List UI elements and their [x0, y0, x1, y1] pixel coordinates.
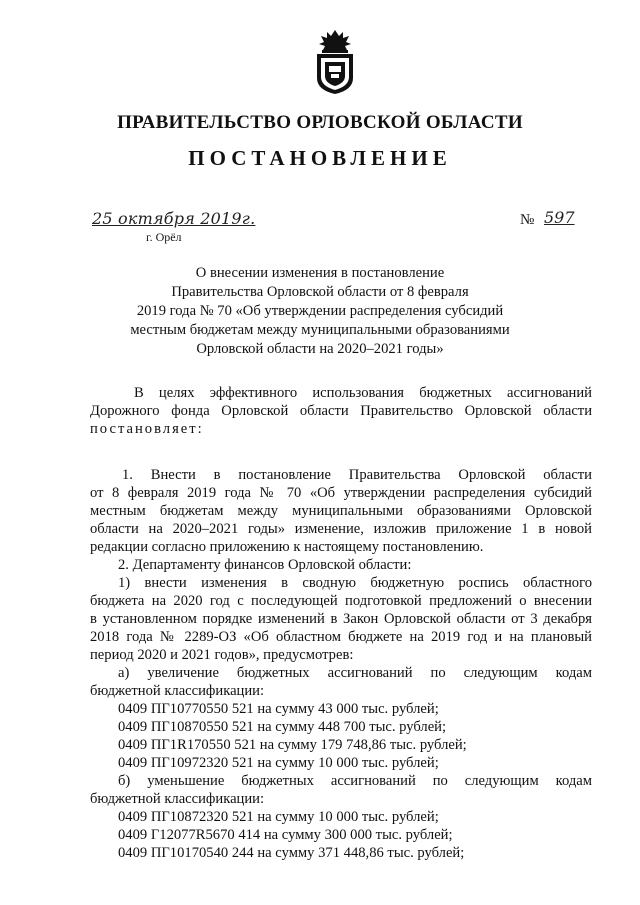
city-label: г. Орёл: [146, 230, 182, 244]
body-line: а) увеличение бюджетных ассигнований по следующим кодам: [118, 665, 592, 681]
body-line: 2. Департаменту финансов Орловской области:: [118, 557, 412, 573]
subject-line: Правительства Орловской области от 8 февраля: [171, 284, 469, 300]
body-line: области на 2020–2021 годы» изменение, изложив приложение 1 в новой: [90, 521, 592, 537]
handwritten-number: 597: [544, 208, 575, 227]
body-line: 1) внести изменения в сводную бюджетную роспись областного: [118, 575, 592, 591]
budget-code-line: 0409 ПГ1R170550 521 на сумму 179 748,86 тыс. рублей;: [118, 737, 467, 753]
budget-code-line: 0409 ПГ10872320 521 на сумму 10 000 тыс. рублей;: [118, 809, 439, 825]
subject-line: О внесении изменения в постановление: [195, 265, 445, 281]
budget-code-line: 0409 ПГ10972320 521 на сумму 10 000 тыс. рублей;: [118, 755, 439, 771]
body-line: редакции согласно приложению к настоящему постановлению.: [90, 539, 484, 555]
body-line: период 2020 и 2021 годов», предусмотрев:: [90, 647, 354, 663]
body-line: местным бюджетам между муниципальными образованиями Орловской: [90, 503, 592, 519]
budget-code-line: 0409 ПГ10770550 521 на сумму 43 000 тыс. рублей;: [118, 701, 439, 717]
government-name: ПРАВИТЕЛЬСТВО ОРЛОВСКОЙ ОБЛАСТИ: [117, 112, 523, 133]
body-line: б) уменьшение бюджетных ассигнований по следующим кодам: [118, 773, 592, 789]
subject-line: местным бюджетам между муниципальными образованиями: [130, 322, 510, 338]
body-line: бюджета на 2020 год с последующей подготовкой предложений о внесении: [90, 593, 592, 609]
body-line: в установленном порядке изменений в Закон Орловской области от 3 декабря: [90, 611, 592, 627]
document-title: ПОСТАНОВЛЕНИЕ: [188, 146, 452, 170]
body-line: постановляет:: [90, 421, 204, 437]
number-label: №: [520, 212, 535, 228]
body-line: Дорожного фонда Орловской области Правительство Орловской области: [90, 403, 592, 419]
body-line: 2018 года № 2289-ОЗ «Об областном бюджете на 2019 год и на плановый: [90, 629, 592, 645]
coat-of-arms-emblem: [313, 28, 357, 96]
body-line: 1. Внести в постановление Правительства Орловской области: [122, 467, 592, 483]
subject-line: 2019 года № 70 «Об утверждении распределения субсидий: [136, 303, 504, 319]
budget-code-line: 0409 Г12077R5670 414 на сумму 300 000 тыс. рублей;: [118, 827, 453, 843]
handwritten-date: 25 октября 2019г.: [92, 209, 256, 228]
document-subject: [0, 264, 640, 359]
subject-line: Орловской области на 2020–2021 годы»: [196, 341, 444, 357]
body-line: бюджетной классификации:: [90, 683, 265, 699]
budget-code-line: 0409 ПГ10170540 244 на сумму 371 448,86 тыс. рублей;: [118, 845, 465, 861]
budget-code-line: 0409 ПГ10870550 521 на сумму 448 700 тыс. рублей;: [118, 719, 447, 735]
body-line: от 8 февраля 2019 года № 70 «Об утверждении распределения субсидий: [90, 485, 592, 501]
body-line: бюджетной классификации:: [90, 791, 265, 807]
body-line: В целях эффективного использования бюджетных ассигнований: [134, 385, 592, 401]
